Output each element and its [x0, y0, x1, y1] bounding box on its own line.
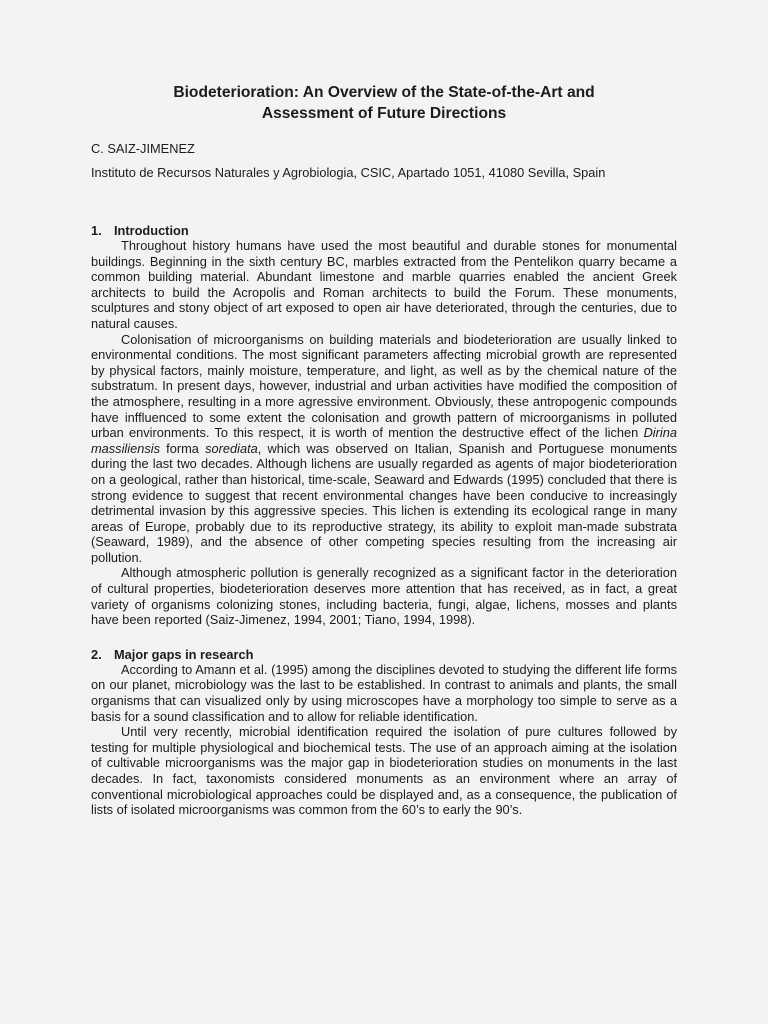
paragraph: Throughout history humans have used the most beautiful and durable stones for monumental buildings. Beginning in the sixth century BC, marbles extracted from the Pentelikon quarry became a common building material. Abundant limestone and marble quarries enabled the ancient Greek architects to build the Acropolis and Roman architects to build the Forum. These monuments, sculptures and stony object of art exposed to open air have deteriorated, through the centuries, due to natural causes.	[91, 238, 677, 331]
species-name: Dirina massiliensis	[91, 425, 677, 456]
paper-title	[91, 82, 677, 124]
paper-title-line-1: Biodeterioration: An Overview of the State-of-the-Art and	[173, 84, 595, 101]
author-affiliation: Instituto de Recursos Naturales y Agrobiologia, CSIC, Apartado 1051, 41080 Sevilla, Spain	[91, 165, 606, 180]
species-form-name: sorediata	[205, 440, 258, 456]
paragraph-text: Colonisation of microorganisms on building materials and biodeterioration are usually linked to environmental conditions. The most significant parameters affecting microbial growth are represented by physical factors, mainly moisture, temperature, and light, as well as by the chemical nature of the substratum. In present days, however, industrial and urban activities have modified the composition of the atmosphere, resulting in a more agressive environment. Obviously, these antropogenic compounds have inffluenced to some extent the colonisation and growth pattern of microorganisms in polluted urban environments. To this respect, it is worth of mention the destructive effect of the lichen	[91, 331, 677, 441]
section-title: Introduction	[114, 223, 189, 238]
paper-title-line-2: Assessment of Future Directions	[261, 105, 507, 122]
section-number: 2.	[91, 646, 102, 662]
paragraph: Although atmospheric pollution is generally recognized as a significant factor in the deterioration of cultural properties, biodeterioration deserves more attention that has received, as in fact, a great variety of organisms colonizing stones, including bacteria, fungi, algae, lichens, mosses and plants have been reported (Saiz-Jimenez, 1994, 2001; Tiano, 1994, 1998).	[91, 565, 677, 628]
paragraph: Until very recently, microbial identification required the isolation of pure cultures followed by testing for multiple physiological and biochemical tests. The use of an approach aiming at the isolation of cultivable microorganisms was the major gap in biodeterioration studies on monuments in the last decades. In fact, taxonomists considered monuments as an environment where an array of conventional microbiological approaches could be displayed and, as a consequence, the publication of lists of isolated microorganisms was common from the 60’s to early the 90’s.	[91, 724, 677, 818]
paragraph-text: forma	[159, 440, 206, 456]
author-name: C. SAIZ-JIMENEZ	[91, 141, 195, 156]
section-title: Major gaps in research	[114, 646, 254, 662]
paragraph: According to Amann et al. (1995) among the disciplines devoted to studying the different life forms on our planet, microbiology was the last to be established. In contrast to animals and plants, the small organisms that can visualized only by using microscopes have a morphology too simple to serve as a basis for a sound classification and to allow for reliable identification.	[91, 661, 677, 724]
paragraph	[91, 332, 677, 566]
section-heading-introduction	[91, 223, 677, 238]
paragraph-text: , which was observed on Italian, Spanish and Portuguese monuments during the last two decades. Although lichens are usually regarded as agents of major biodeterioration on a geological, rather than historical, time-scale, Seaward and Edwards (1995) concluded that there is strong evidence to suggest that recent environmental changes have been conducive to increasingly detrimental invasion by this aggressive species. This lichen is extending its ecological range in many areas of Europe, probably due to its reproductive strategy, its ability to exploit man-made substrata (Seaward, 1989), and the absence of other competing species resulting from the increasing air pollution.	[91, 440, 677, 565]
section-heading-major-gaps	[91, 647, 677, 662]
section-number: 1.	[91, 223, 102, 238]
